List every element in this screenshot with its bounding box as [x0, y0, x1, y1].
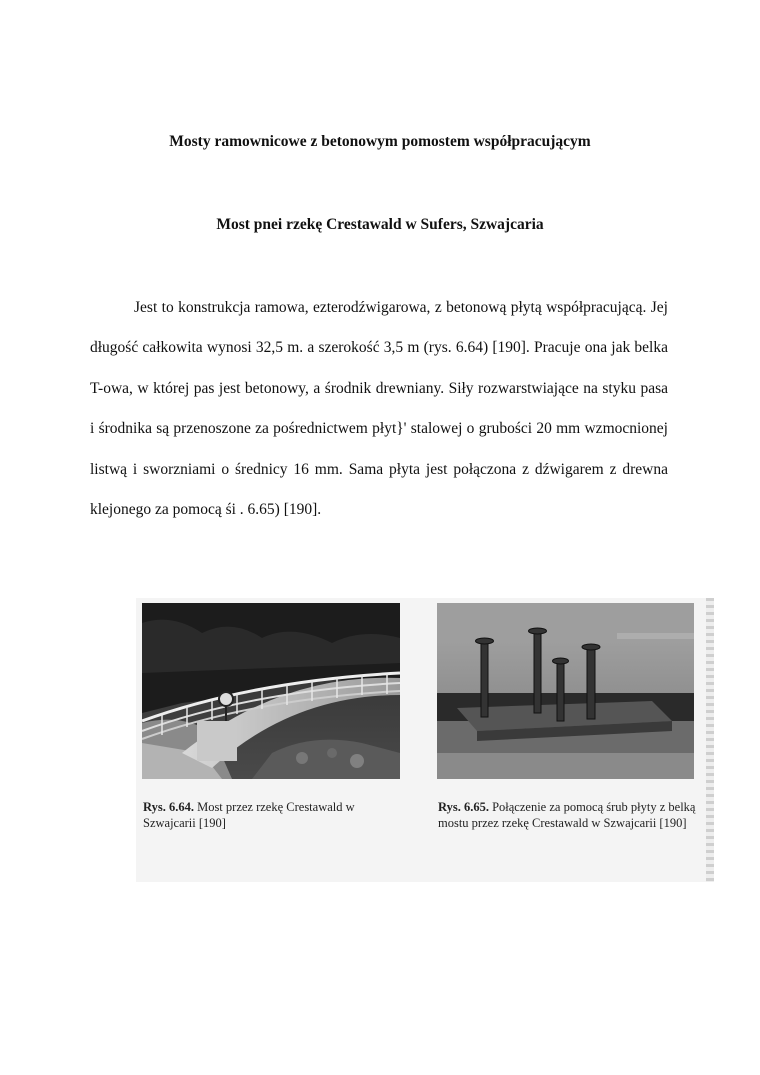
- figure-label-1: Rys. 6.64.: [143, 800, 194, 814]
- bridge-photo-image: [142, 603, 400, 779]
- body-paragraph: [90, 288, 668, 530]
- body-paragraph-text: Jest to konstrukcja ramowa, ezterodźwigarowa, z betonową płytą współpracującą. Jej długość całkowita wynosi 32,5 m. a szerokość 3,5 m (rys. 6.64) [190]. Pracuje ona jak belka T-owa, w której pas jest betonowy, a środnik drewniany. Siły rozwarstwiające na styku pasa i środnika są przenoszone za pośrednictwem płyt}' stalowej o grubości 20 mm wzmocnionej listwą i sworzniami o średnicy 16 mm. Sama płyta jest połączona z dźwigarem z drewna klejonego za pomocą śi . 6.65) [190].: [90, 299, 668, 519]
- plate-connection-photo: [437, 603, 694, 779]
- figure-caption-1: [143, 800, 405, 831]
- figure-caption-2: [438, 800, 700, 831]
- scan-edge: [706, 598, 714, 882]
- document-title: Mosty ramownicowe z betonowym pomostem współpracującym: [169, 133, 591, 150]
- figure-caption-text-2: Połączenie za pomocą śrub płyty z belką mostu przez rzekę Crestawald w Szwajcarii [190]: [438, 800, 696, 830]
- figure-caption-text-1: Most przez rzekę Crestawald w Szwajcarii [190]: [143, 800, 355, 830]
- plate-connection-photo-image: [437, 603, 694, 779]
- bridge-photo: [142, 603, 400, 779]
- figure-label-2: Rys. 6.65.: [438, 800, 489, 814]
- document-subtitle: Most pnei rzekę Crestawald w Sufers, Szwajcaria: [216, 216, 544, 233]
